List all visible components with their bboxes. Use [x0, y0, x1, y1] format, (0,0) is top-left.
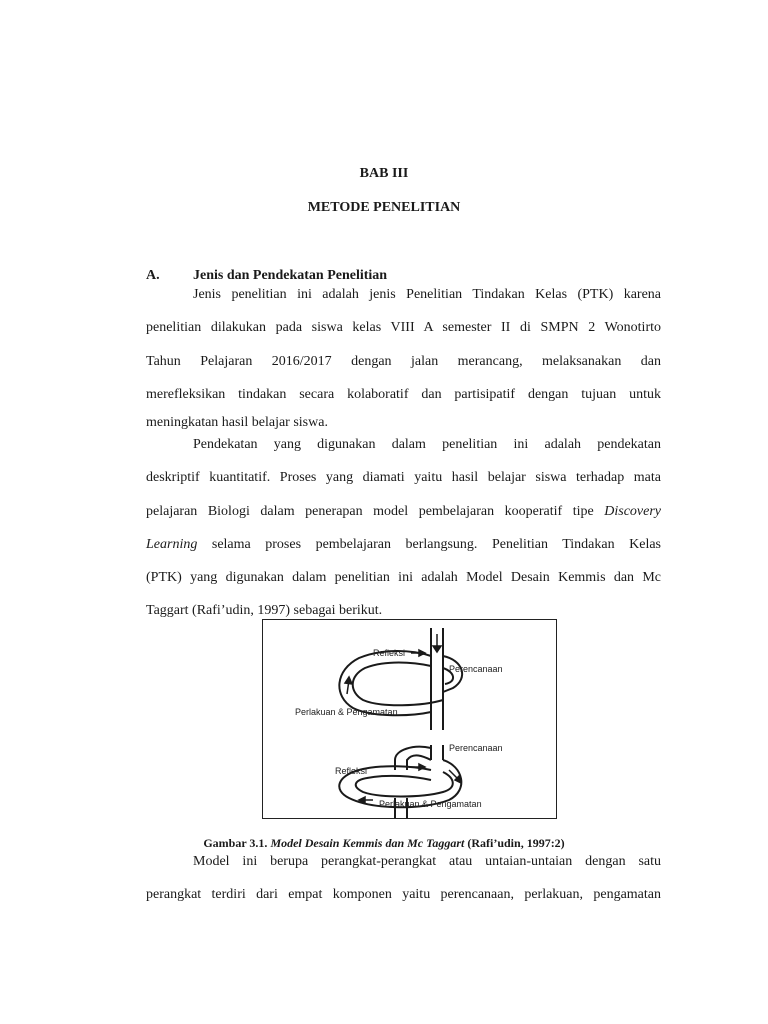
paragraph-line: Taggart (Rafi’udin, 1997) sebagai berikut. [146, 603, 383, 619]
paragraph-line: Jenis penelitian ini adalah jenis Penelitian Tindakan Kelas (PTK) karena [193, 287, 661, 302]
label-perencanaan-bottom: Perencanaan [449, 743, 503, 753]
label-refleksi-bottom: Refleksi [335, 766, 368, 776]
paragraph-line: meningkatan hasil belajar siswa. [146, 415, 328, 430]
paragraph-text: pelajaran Biologi dalam penerapan model pembelajaran kooperatif tipe [146, 503, 594, 519]
paragraph-line: (PTK) yang digunakan dalam penelitian ini adalah Model Desain Kemmis dan Mc [146, 570, 661, 586]
italic-term: Discovery [604, 503, 662, 519]
paragraph-line: Model ini berupa perangkat-perangkat atau untaian-untaian dengan satu [193, 854, 661, 869]
paragraph-line: deskriptif kuantitatif. Proses yang diamati yaitu hasil belajar siswa terhadap mata [146, 470, 661, 486]
caption-source: (Rafi’udin, 1997:2) [467, 836, 565, 850]
paragraph-line: penelitian dilakukan pada siswa kelas VIII A semester II di SMPN 2 Wonotirto [146, 320, 661, 336]
paragraph-1 [146, 278, 661, 411]
caption-title: Model Desain Kemmis dan Mc Taggart [270, 836, 465, 850]
paragraph-line: perangkat terdiri dari empat komponen yaitu perencanaan, perlakuan, pengamatan [146, 887, 661, 903]
label-perencanaan-top: Perencanaan [449, 664, 503, 674]
paragraph-line: merefleksikan tindakan secara kolaboratif dan partisipatif dengan tujuan untuk [146, 386, 661, 402]
label-perlakuan-top: Perlakuan & Pengamatan [295, 707, 398, 717]
paragraph-line: Pendekatan yang digunakan dalam penelitian ini adalah pendekatan [193, 437, 661, 452]
section-title: Jenis dan Pendekatan Penelitian [193, 268, 388, 283]
spiral-diagram [263, 620, 556, 818]
section-number: A. [146, 268, 160, 283]
paragraph-2 [146, 428, 661, 628]
paragraph-text: selama proses pembelajaran berlangsung. Penelitian Tindakan Kelas [211, 536, 661, 552]
italic-term: Learning [146, 536, 198, 552]
chapter-label: BAB III [359, 166, 409, 181]
paragraph-line [146, 528, 661, 561]
paragraph-3 [146, 845, 661, 912]
label-refleksi-top: Refleksi [373, 648, 406, 658]
label-perlakuan-bottom: Perlakuan & Pengamatan [379, 799, 482, 809]
paragraph-line [146, 495, 661, 528]
caption-prefix: Gambar 3.1. [203, 836, 268, 850]
chapter-title: METODE PENELITIAN [307, 200, 461, 215]
paragraph-line: Tahun Pelajaran 2016/2017 dengan jalan merancang, melaksanakan dan [146, 353, 661, 369]
kemmis-model-figure [262, 619, 557, 819]
